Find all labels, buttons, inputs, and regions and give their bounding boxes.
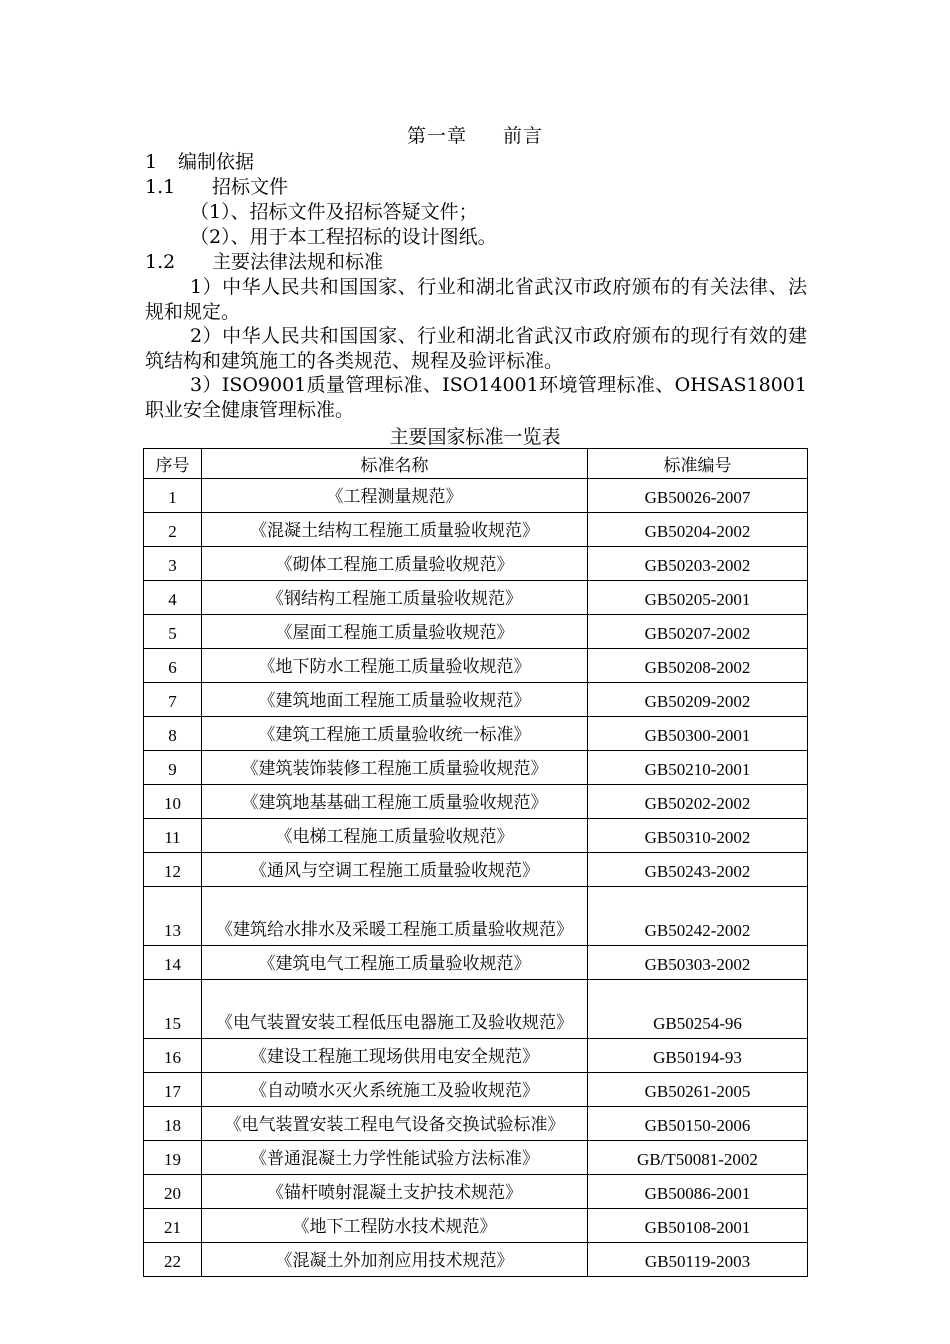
row-index: 18 [144, 1107, 202, 1141]
standard-code: GB/T50081-2002 [588, 1141, 808, 1175]
standard-code: GB50243-2002 [588, 853, 808, 887]
standard-name: 《建筑地面工程施工质量验收规范》 [202, 683, 588, 717]
row-index: 21 [144, 1209, 202, 1243]
row-index: 8 [144, 717, 202, 751]
row-index: 7 [144, 683, 202, 717]
standard-name: 《屋面工程施工质量验收规范》 [202, 615, 588, 649]
table-row [144, 1141, 808, 1175]
row-index: 9 [144, 751, 202, 785]
table-row [144, 1209, 808, 1243]
standard-name: 《建设工程施工现场供用电安全规范》 [202, 1039, 588, 1073]
row-index: 10 [144, 785, 202, 819]
table-row [144, 853, 808, 887]
table-row [144, 1243, 808, 1277]
standard-name: 《建筑装饰装修工程施工质量验收规范》 [202, 751, 588, 785]
tender-item-1: （1）、招标文件及招标答疑文件； [190, 201, 478, 223]
chapter-heading [0, 124, 950, 148]
standards-table [143, 448, 808, 1277]
section-1-1-title: 招标文件 [212, 176, 289, 198]
standard-code: GB50202-2002 [588, 785, 808, 819]
row-index: 12 [144, 853, 202, 887]
row-index: 11 [144, 819, 202, 853]
row-index: 2 [144, 513, 202, 547]
table-row [144, 819, 808, 853]
row-index: 22 [144, 1243, 202, 1277]
row-index: 16 [144, 1039, 202, 1073]
row-index: 4 [144, 581, 202, 615]
section-1-number: 1 [145, 151, 158, 173]
standard-code: GB50310-2002 [588, 819, 808, 853]
standard-code: GB50205-2001 [588, 581, 808, 615]
table-row [144, 887, 808, 946]
chapter-number: 第一章 [406, 125, 467, 147]
section-1-2-number: 1.2 [145, 251, 176, 273]
standard-code: GB50208-2002 [588, 649, 808, 683]
table-row [144, 683, 808, 717]
table-row [144, 513, 808, 547]
standard-name: 《电气装置安装工程电气设备交换试验标准》 [202, 1107, 588, 1141]
standard-name: 《地下工程防水技术规范》 [202, 1209, 588, 1243]
standard-code: GB50210-2001 [588, 751, 808, 785]
standard-name: 《普通混凝土力学性能试验方法标准》 [202, 1141, 588, 1175]
standard-code: GB50203-2002 [588, 547, 808, 581]
section-1-1-number: 1.1 [145, 176, 176, 198]
table-row [144, 1039, 808, 1073]
standard-code: GB50204-2002 [588, 513, 808, 547]
standard-name: 《工程测量规范》 [202, 479, 588, 513]
table-row [144, 581, 808, 615]
row-index: 13 [144, 887, 202, 946]
row-index: 15 [144, 980, 202, 1039]
standard-code: GB50300-2001 [588, 717, 808, 751]
standard-code: GB50150-2006 [588, 1107, 808, 1141]
row-index: 1 [144, 479, 202, 513]
standard-name: 《锚杆喷射混凝土支护技术规范》 [202, 1175, 588, 1209]
standard-name: 《地下防水工程施工质量验收规范》 [202, 649, 588, 683]
table-row [144, 1175, 808, 1209]
standard-name: 《建筑给水排水及采暖工程施工质量验收规范》 [202, 887, 588, 946]
row-index: 5 [144, 615, 202, 649]
row-index: 19 [144, 1141, 202, 1175]
table-title: 主要国家标准一览表 [389, 426, 561, 448]
table-row [144, 649, 808, 683]
table-header-row [144, 449, 808, 479]
standard-name: 《建筑工程施工质量验收统一标准》 [202, 717, 588, 751]
standard-name: 《自动喷水灭火系统施工及验收规范》 [202, 1073, 588, 1107]
standard-name: 《建筑电气工程施工质量验收规范》 [202, 946, 588, 980]
standard-code: GB50209-2002 [588, 683, 808, 717]
standard-code: GB50194-93 [588, 1039, 808, 1073]
standard-name: 《电梯工程施工质量验收规范》 [202, 819, 588, 853]
standard-name: 《电气装置安装工程低压电器施工及验收规范》 [202, 980, 588, 1039]
standard-code: GB50242-2002 [588, 887, 808, 946]
law-paragraph-2: 2）中华人民共和国国家、行业和湖北省武汉市政府颁布的现行有效的建筑结构和建筑施工的各类规范、规程及验评标准。 [145, 325, 807, 372]
standard-name: 《通风与空调工程施工质量验收规范》 [202, 853, 588, 887]
standard-code: GB50207-2002 [588, 615, 808, 649]
table-row [144, 547, 808, 581]
standard-code: GB50119-2003 [588, 1243, 808, 1277]
section-1-2-title: 主要法律法规和标准 [212, 251, 384, 273]
table-row [144, 615, 808, 649]
standard-code: GB50254-96 [588, 980, 808, 1039]
standard-code: GB50303-2002 [588, 946, 808, 980]
row-index: 6 [144, 649, 202, 683]
table-row [144, 980, 808, 1039]
row-index: 20 [144, 1175, 202, 1209]
row-index: 14 [144, 946, 202, 980]
standard-name: 《钢结构工程施工质量验收规范》 [202, 581, 588, 615]
table-row [144, 717, 808, 751]
table-row [144, 1107, 808, 1141]
standard-name: 《混凝土结构工程施工质量验收规范》 [202, 513, 588, 547]
table-row [144, 785, 808, 819]
standard-code: GB50108-2001 [588, 1209, 808, 1243]
table-row [144, 751, 808, 785]
standard-code: GB50261-2005 [588, 1073, 808, 1107]
table-row [144, 946, 808, 980]
table-row [144, 479, 808, 513]
section-1-title: 编制依据 [178, 151, 255, 173]
standard-name: 《混凝土外加剂应用技术规范》 [202, 1243, 588, 1277]
law-paragraph-3: 3）ISO9001质量管理标准、ISO14001环境管理标准、OHSAS18001职业安全健康管理标准。 [145, 374, 807, 421]
chapter-title: 前言 [503, 125, 544, 147]
row-index: 17 [144, 1073, 202, 1107]
standard-code: GB50086-2001 [588, 1175, 808, 1209]
header-name: 标准名称 [202, 449, 588, 479]
standard-code: GB50026-2007 [588, 479, 808, 513]
law-paragraph-1: 1）中华人民共和国国家、行业和湖北省武汉市政府颁布的有关法律、法规和规定。 [145, 276, 807, 323]
header-code: 标准编号 [588, 449, 808, 479]
standard-name: 《建筑地基基础工程施工质量验收规范》 [202, 785, 588, 819]
row-index: 3 [144, 547, 202, 581]
table-row [144, 1073, 808, 1107]
header-index: 序号 [144, 449, 202, 479]
tender-item-2: （2）、用于本工程招标的设计图纸。 [190, 226, 497, 248]
standard-name: 《砌体工程施工质量验收规范》 [202, 547, 588, 581]
